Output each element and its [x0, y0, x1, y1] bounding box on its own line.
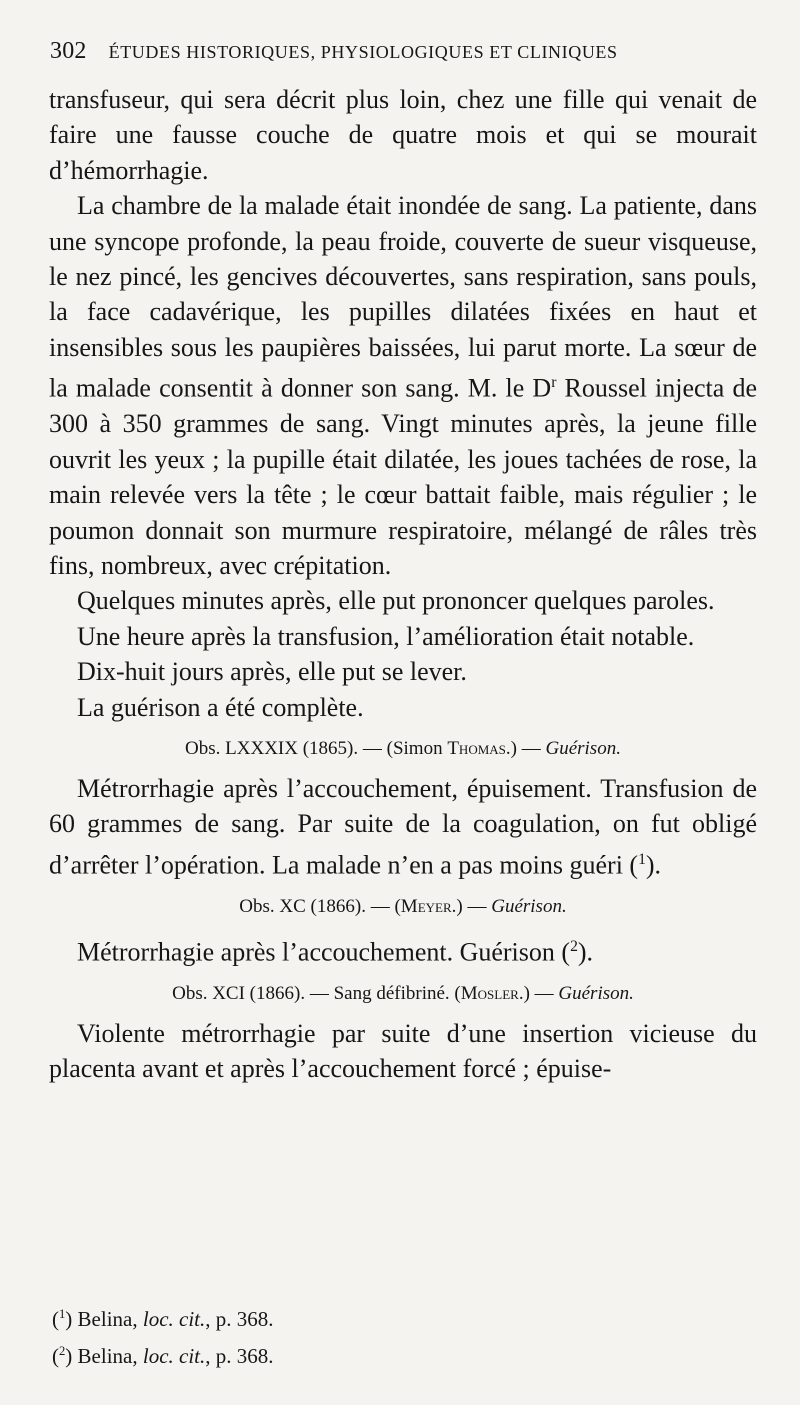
obs-label: Obs. XCI (1866). — Sang défibriné. ( [172, 982, 461, 1004]
obs-label: Obs. XC (1866). — ( [239, 895, 401, 917]
running-header [50, 38, 770, 65]
page-number: 302 [50, 38, 87, 64]
paragraph-5: Dix-huit jours après, elle put se lever. [77, 657, 467, 687]
obs-result: Guérison. [545, 737, 621, 759]
obs-author: Mosler [460, 982, 519, 1004]
obs-text: Métrorrhagie après l’accouchement. Guérison ( [77, 937, 571, 967]
footnotes [52, 1298, 752, 1372]
running-title: ÉTUDES HISTORIQUES, PHYSIOLOGIQUES ET CLINIQUES [108, 42, 618, 62]
footnote-author: Belina, [77, 1307, 143, 1331]
paragraph-2-part-a: La chambre de la malade était inondée de sang. La patiente, dans une syncope profonde, la peau froide, couverte de sueur visqueuse, le nez pincé, les gencives découvertes, sans respiration, sans pouls, la face cadavérique, les pupilles dilatées fixées en haut et insensibles sous les paupières baissées, lui parut morte. La sœur de la malade consentit à donner son sang. M. le D [49, 191, 757, 403]
footnote-2: ($^2$) Belina, loc. cit., p. 368. [52, 1344, 274, 1368]
observation-text-91: Violente métrorrhagie par suite d’une insertion vicieuse du placenta avant et après l’accouchement forcé ; épuise- [49, 1018, 757, 1084]
obs-tail: .) — [518, 982, 559, 1004]
observation-heading-90 [49, 891, 757, 923]
obs-label: Obs. LXXXIX (1865). — (Simon [185, 737, 448, 759]
footnote-mark: 1 [59, 1307, 66, 1321]
footnote-page: , p. 368. [205, 1344, 274, 1368]
observation-text-89 [49, 771, 757, 883]
paragraph-3: Quelques minutes après, elle put prononcer quelques paroles. [77, 586, 715, 616]
obs-close: ). [645, 850, 662, 880]
footnote-mark: 2 [59, 1344, 66, 1358]
footnote-ref: 2 [570, 937, 578, 955]
footnote-author: Belina, [77, 1344, 143, 1368]
footnote-ref: 1 [638, 850, 646, 868]
footnote-1: ($^1$) Belina, loc. cit., p. 368. [52, 1307, 274, 1331]
docteur-superscript: r [551, 374, 557, 392]
observation-heading-89 [49, 733, 757, 765]
footnote-ref-text: loc. cit. [142, 1344, 206, 1368]
body-text [49, 82, 757, 1087]
obs-author: Thomas [447, 737, 506, 759]
obs-tail: .) — [451, 895, 492, 917]
footnote-ref-text: loc. cit. [142, 1307, 206, 1331]
obs-author: Meyer [400, 895, 452, 917]
obs-close: ). [577, 937, 594, 967]
observation-text-90 [49, 929, 757, 970]
paragraph-6: La guérison a été complète. [77, 692, 364, 722]
obs-text: Métrorrhagie après l’accouchement, épuisement. Transfusion de 60 grammes de sang. Par suite de la coagulation, on fut obligé d’arrêter l’opération. La malade n’en a pas moins guéri ( [49, 773, 757, 880]
paragraph-4: Une heure après la transfusion, l’amélioration était notable. [77, 621, 695, 651]
paragraph-2-part-b: Roussel injecta de 300 à 350 grammes de sang. Vingt minutes après, la jeune fille ouvrit les yeux ; la pupille était dilatée, les joues tachées de rose, la main relevée vers la tête ; le cœur battait faible, mais régulier ; le poumon donnait son murmure respiratoire, mélangé de râles très fins, nombreux, avec crépitation. [49, 373, 757, 580]
obs-result: Guérison. [558, 982, 634, 1004]
observation-heading-91 [49, 978, 757, 1010]
paragraph-1: transfuseur, qui sera décrit plus loin, chez une fille qui venait de faire une fausse couche de quatre mois et qui se mourait d’hémorrhagie. [49, 85, 757, 185]
obs-tail: .) — [505, 737, 546, 759]
paragraph-2 [49, 188, 757, 583]
footnote-page: , p. 368. [205, 1307, 274, 1331]
obs-result: Guérison. [491, 895, 567, 917]
